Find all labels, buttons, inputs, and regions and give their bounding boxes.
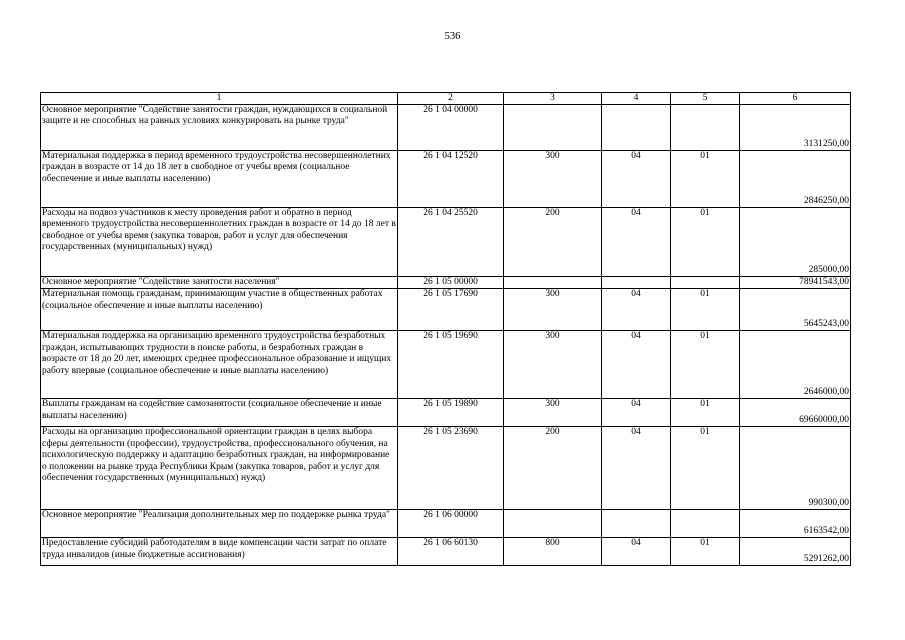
row-expense-type: [504, 277, 602, 289]
row-subsection: [671, 510, 740, 538]
row-name: Материальная поддержка на организацию временного трудоустройства безработных граждан, испытывающих трудности в поиске работы, и безработных граждан в возрасте от 18 до 20 лет, имеющих среднее профессиональное образование и ищущих работу впервые (социальное обеспечение и иные выплаты населению): [41, 331, 398, 399]
row-subsection: 01: [671, 427, 740, 510]
table-row: [41, 208, 851, 277]
table-row: [41, 427, 851, 510]
row-expense-type: 800: [504, 538, 602, 566]
row-expense-type: [504, 510, 602, 538]
row-amount: 2846250,00: [740, 151, 851, 208]
row-section: 04: [602, 538, 671, 566]
row-subsection: [671, 105, 740, 151]
row-name: Выплаты гражданам на содействие самозанятости (социальное обеспечение и иные выплаты населению): [41, 399, 398, 427]
row-amount: 5645243,00: [740, 289, 851, 331]
row-target-code: 26 1 04 12520: [398, 151, 504, 208]
row-name: Расходы на организацию профессиональной ориентации граждан в целях выбора сферы деятельности (профессии), трудоустройства, профессионального обучения, на психологическую поддержку и адаптацию безработных граждан, на информирование о положении на рынке труда Республики Крым (закупка товаров, работ и услуг для обеспечения государственных (муниципальных) нужд): [41, 427, 398, 510]
row-section: 04: [602, 427, 671, 510]
row-target-code: 26 1 05 23690: [398, 427, 504, 510]
row-section: 04: [602, 289, 671, 331]
column-header: 4: [602, 93, 671, 105]
row-subsection: 01: [671, 331, 740, 399]
row-section: 04: [602, 151, 671, 208]
row-section: 04: [602, 208, 671, 277]
budget-table: [40, 92, 851, 566]
table-row: [41, 105, 851, 151]
row-expense-type: 300: [504, 289, 602, 331]
column-header: 3: [504, 93, 602, 105]
row-expense-type: [504, 105, 602, 151]
row-expense-type: 300: [504, 331, 602, 399]
row-expense-type: 300: [504, 399, 602, 427]
column-header: 1: [41, 93, 398, 105]
row-target-code: 26 1 05 19690: [398, 331, 504, 399]
column-header: 5: [671, 93, 740, 105]
row-amount: 6163542,00: [740, 510, 851, 538]
row-subsection: 01: [671, 538, 740, 566]
row-amount: 5291262,00: [740, 538, 851, 566]
row-subsection: 01: [671, 289, 740, 331]
table-row: [41, 331, 851, 399]
row-name: Предоставление субсидий работодателям в виде компенсации части затрат по оплате труда инвалидов (иные бюджетные ассигнования): [41, 538, 398, 566]
column-header: 2: [398, 93, 504, 105]
row-section: 04: [602, 331, 671, 399]
row-amount: 285000,00: [740, 208, 851, 277]
column-header: 6: [740, 93, 851, 105]
row-expense-type: 300: [504, 151, 602, 208]
row-amount: 3131250,00: [740, 105, 851, 151]
row-amount: 69660000,00: [740, 399, 851, 427]
row-section: [602, 277, 671, 289]
page-number: 536: [444, 31, 461, 42]
table-row: [41, 277, 851, 289]
row-target-code: 26 1 05 19890: [398, 399, 504, 427]
table-row: [41, 510, 851, 538]
table-header-row: [41, 93, 851, 105]
row-subsection: [671, 277, 740, 289]
row-amount: 990300,00: [740, 427, 851, 510]
row-expense-type: 200: [504, 427, 602, 510]
row-name: Основное мероприятие "Содействие занятости населения": [41, 277, 398, 289]
row-target-code: 26 1 05 00000: [398, 277, 504, 289]
row-section: 04: [602, 399, 671, 427]
row-subsection: 01: [671, 151, 740, 208]
row-name: Основное мероприятие "Реализация дополнительных мер по поддержке рынка труда": [41, 510, 398, 538]
row-amount: 2646000,00: [740, 331, 851, 399]
table-row: [41, 289, 851, 331]
row-target-code: 26 1 04 25520: [398, 208, 504, 277]
row-target-code: 26 1 04 00000: [398, 105, 504, 151]
row-subsection: 01: [671, 208, 740, 277]
row-expense-type: 200: [504, 208, 602, 277]
row-amount: 78941543,00: [740, 277, 851, 289]
table-row: [41, 399, 851, 427]
row-name: Материальная поддержка в период временного трудоустройства несовершеннолетних граждан в возрасте от 14 до 18 лет в свободное от учебы время (социальное обеспечение и иные выплаты населению): [41, 151, 398, 208]
row-name: Основное мероприятие "Содействие занятости граждан, нуждающихся в социальной защите и не способных на равных условиях конкурировать на рынке труда": [41, 105, 398, 151]
row-target-code: 26 1 05 17690: [398, 289, 504, 331]
row-name: Материальная помощь гражданам, принимающим участие в общественных работах (социальное обеспечение и иные выплаты населению): [41, 289, 398, 331]
row-target-code: 26 1 06 60130: [398, 538, 504, 566]
row-section: [602, 510, 671, 538]
row-name: Расходы на подвоз участников к месту проведения работ и обратно в период временного трудоустройства несовершеннолетних граждан в возрасте от 14 до 18 лет в свободное от учебы время (закупка товаров, работ и услуг для обеспечения государственных (муниципальных) нужд): [41, 208, 398, 277]
table-row: [41, 538, 851, 566]
row-section: [602, 105, 671, 151]
row-target-code: 26 1 06 00000: [398, 510, 504, 538]
table-row: [41, 151, 851, 208]
row-subsection: 01: [671, 399, 740, 427]
